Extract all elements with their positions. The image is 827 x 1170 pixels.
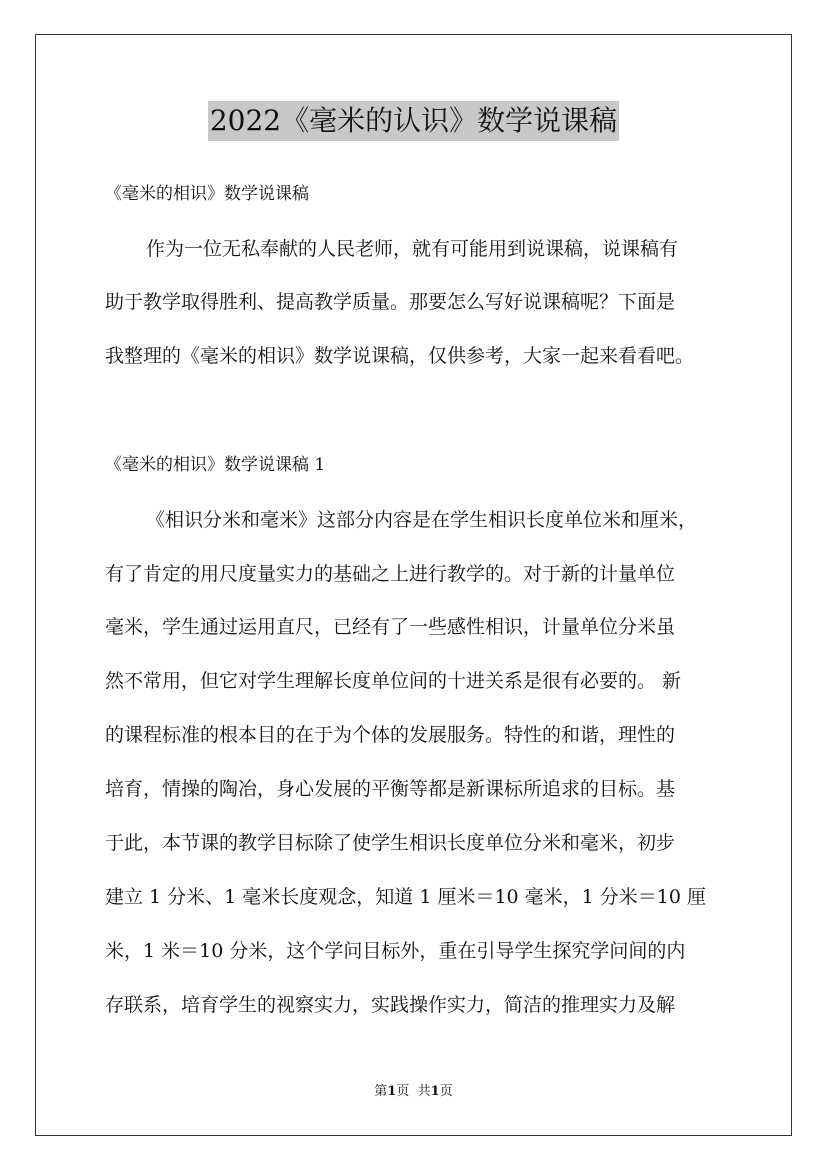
footer-total-prefix: 共 bbox=[417, 1084, 431, 1099]
body-line-5: 的课程标准的根本目的在于为个体的发展服务。特性的和谐，理性的 bbox=[105, 724, 676, 746]
footer-total-suffix: 页 bbox=[439, 1084, 453, 1099]
intro-line-1: 作为一位无私奉献的人民老师，就有可能用到说课稿，说课稿有 bbox=[146, 238, 679, 260]
footer-page-suffix: 页 bbox=[396, 1084, 410, 1099]
page-footer bbox=[0, 1083, 827, 1101]
body-line-9: 米，1 米＝10 分米，这个学问目标外，重在引导学生探究学问间的内 bbox=[105, 940, 686, 962]
body-line-1: 《相识分米和毫米》这部分内容是在学生相识长度单位米和厘米， bbox=[146, 509, 698, 531]
body-line-6: 培育，情操的陶冶，身心发展的平衡等都是新课标所追求的目标。基 bbox=[105, 778, 676, 800]
body-line-8: 建立 1 分米、1 毫米长度观念，知道 1 厘米＝10 毫米，1 分米＝10 厘 bbox=[105, 886, 707, 908]
body-line-4: 然不常用，但它对学生理解长度单位间的十进关系是很有必要的。 新 bbox=[105, 670, 682, 692]
intro-line-2: 助于教学取得胜利、提高教学质量。那要怎么写好说课稿呢？下面是 bbox=[105, 291, 676, 313]
intro-line-3: 我整理的《毫米的相识》数学说课稿，仅供参考，大家一起来看看吧。 bbox=[105, 345, 695, 367]
body-line-2: 有了肯定的用尺度量实力的基础之上进行教学的。对于新的计量单位 bbox=[105, 563, 676, 585]
body-line-3: 毫米，学生通过运用直尺，已经有了一些感性相识，计量单位分米虽 bbox=[105, 616, 676, 638]
footer-page-number: 1 bbox=[387, 1084, 397, 1099]
body-line-7: 于此，本节课的教学目标除了使学生相识长度单位分米和毫米，初步 bbox=[105, 832, 676, 854]
footer-page-prefix: 第 bbox=[374, 1084, 388, 1099]
section-heading-1: 《毫米的相识》数学说课稿 1 bbox=[105, 455, 326, 475]
footer-total-number: 1 bbox=[430, 1084, 440, 1099]
section-heading-intro: 《毫米的相识》数学说课稿 bbox=[105, 184, 309, 204]
title-wrap bbox=[0, 101, 827, 141]
body-line-10: 存联系，培育学生的视察实力，实践操作实力，简洁的推理实力及解 bbox=[105, 994, 676, 1016]
page-title: 2022《毫米的认识》数学说课稿 bbox=[208, 101, 619, 141]
